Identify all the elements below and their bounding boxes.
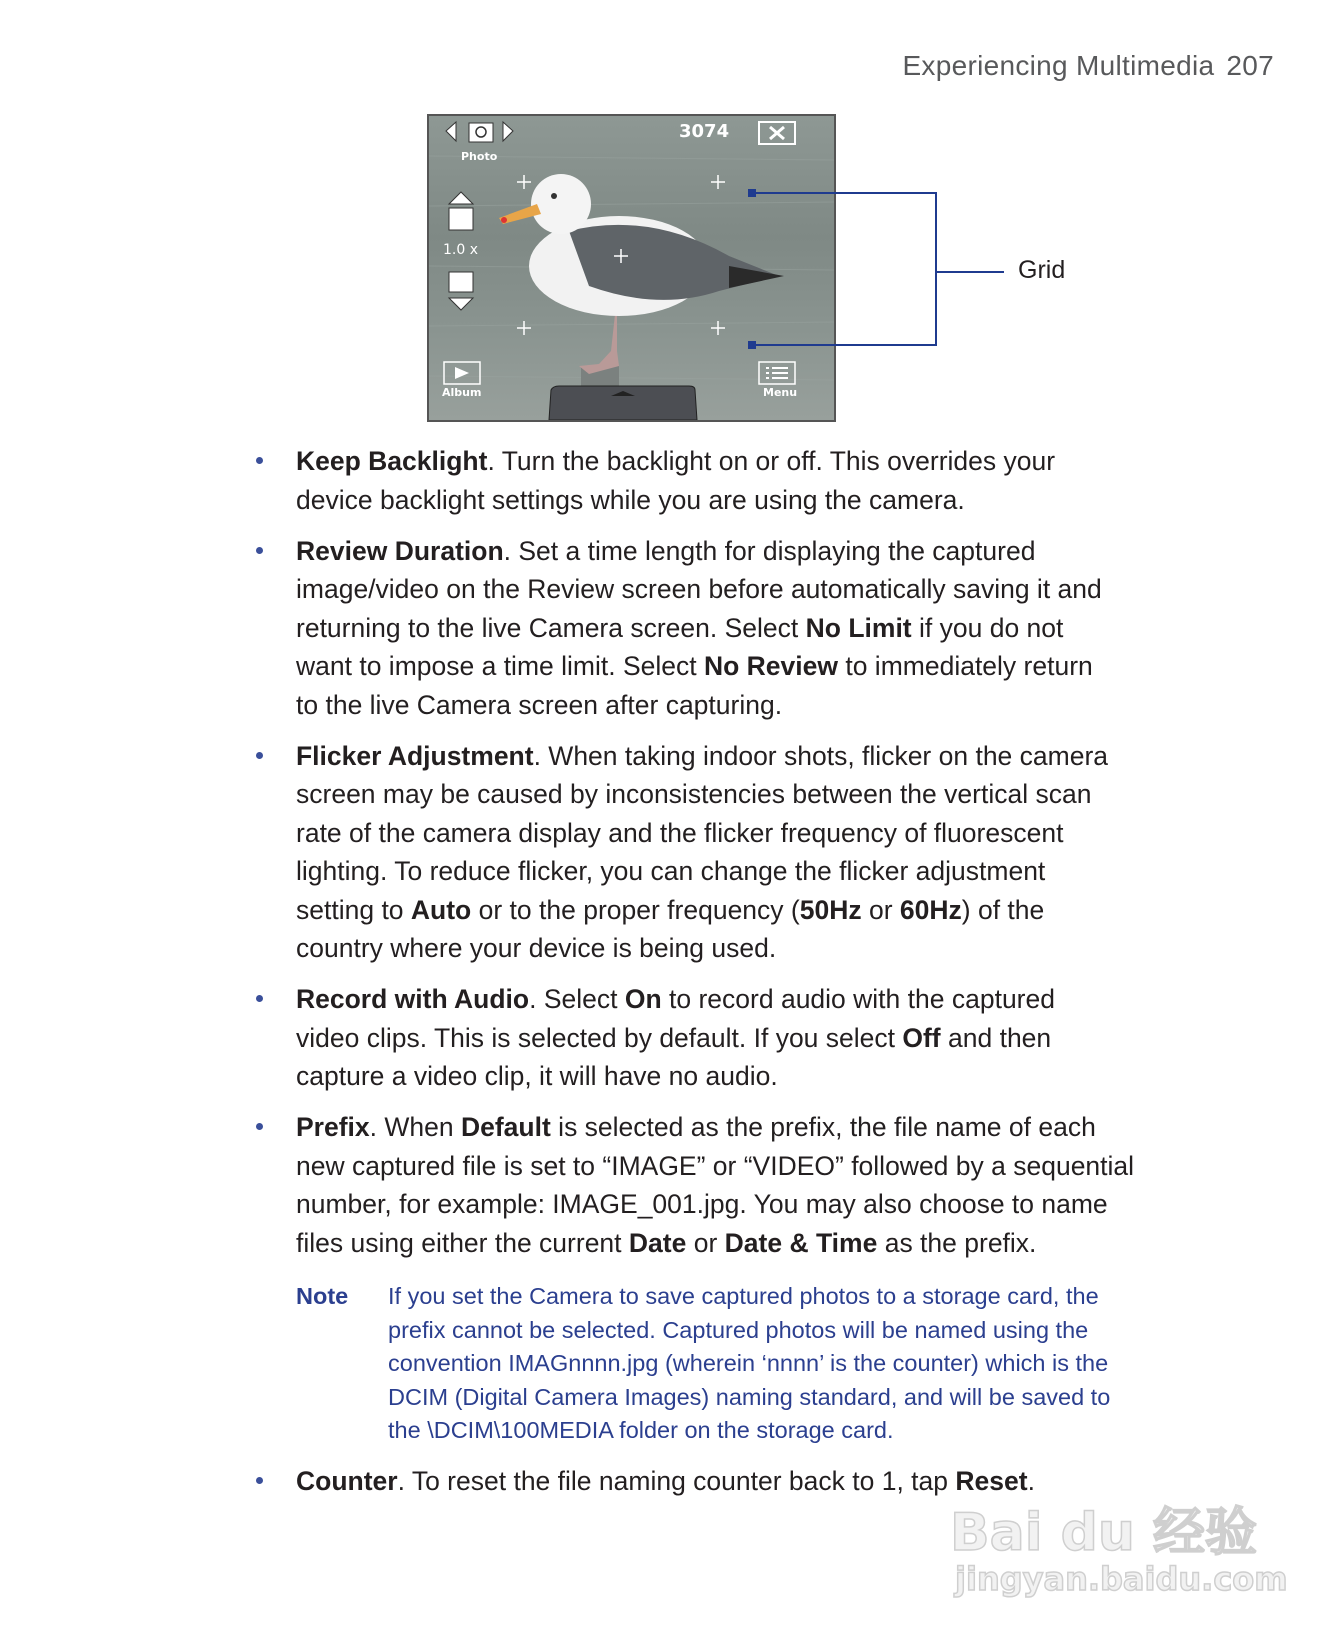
text-run: or — [686, 1227, 725, 1258]
text-line — [296, 1224, 1306, 1263]
text-line — [296, 1185, 1306, 1224]
text-line — [296, 814, 1306, 853]
bold-term: 50Hz — [799, 894, 862, 925]
text-run: . When — [369, 1112, 461, 1143]
text-run: capture a video clip, it will have no audio. — [296, 1061, 778, 1092]
text-line — [296, 1108, 1306, 1147]
bullet-item — [256, 980, 1306, 1096]
bullet-item — [256, 532, 1306, 725]
mode-label: Photo — [461, 150, 498, 163]
album-label[interactable]: Album — [442, 386, 482, 399]
baidu-watermark-logo: Bai du 经验 — [950, 1503, 1257, 1563]
text-run: to record audio with the captured — [661, 984, 1055, 1015]
bullet-item — [256, 737, 1306, 968]
note-line: prefix cannot be selected. Captured photos will be named using the — [388, 1316, 1089, 1343]
bullet-dot-icon — [256, 752, 263, 759]
text-line — [296, 737, 1306, 776]
bullet-dot-icon — [256, 457, 263, 464]
bold-term: Auto — [410, 894, 472, 925]
grid-callout-label: Grid — [1018, 256, 1066, 284]
text-run: ) of the — [961, 894, 1045, 925]
bullet-item — [256, 442, 1306, 519]
text-run: . To reset the file naming counter back to 1, tap — [397, 1465, 956, 1496]
bold-term: Flicker Adjustment — [296, 740, 534, 771]
bold-term: Counter — [296, 1465, 398, 1496]
text-line — [296, 891, 1306, 930]
text-line — [296, 852, 1306, 891]
text-line — [296, 647, 1306, 686]
text-run: . Set a time length for displaying the captured — [503, 535, 1036, 566]
text-line — [296, 532, 1306, 571]
baidu-watermark-url: jingyan.baidu.com — [955, 1560, 1288, 1598]
text-run: lighting. To reduce flicker, you can change the flicker adjustment — [296, 856, 1046, 887]
note-line: If you set the Camera to save captured photos to a storage card, the — [388, 1283, 1099, 1310]
text-run: is selected as the prefix, the file name of each — [550, 1112, 1096, 1143]
text-run: to immediately return — [837, 651, 1093, 682]
text-run: device backlight settings while you are using the camera. — [296, 484, 965, 515]
shot-counter: 3074 — [679, 121, 730, 142]
bold-term: Default — [460, 1112, 551, 1143]
bold-term: Review Duration — [296, 535, 504, 566]
menu-label[interactable]: Menu — [763, 386, 798, 399]
text-line — [296, 980, 1306, 1019]
bullet-item — [256, 1108, 1306, 1262]
note-label: Note — [296, 1283, 349, 1310]
text-run: country where your device is being used. — [296, 933, 777, 964]
text-line — [296, 1019, 1306, 1058]
text-run: . When taking indoor shots, flicker on the camera — [533, 740, 1109, 771]
text-run: number, for example: IMAGE_001.jpg. You may also choose to name — [296, 1189, 1108, 1220]
text-run: . — [1027, 1465, 1035, 1496]
text-run: want to impose a time limit. Select — [296, 651, 704, 682]
text-run: and then — [940, 1022, 1052, 1053]
grid-callout-lines — [0, 0, 1338, 500]
text-line — [296, 686, 1306, 725]
text-line — [296, 929, 1306, 968]
bold-term: On — [624, 984, 662, 1015]
note-line: convention IMAGnnnn.jpg (wherein ‘nnnn’ is the counter) which is the — [388, 1350, 1109, 1377]
text-line — [296, 570, 1306, 609]
bold-term: Record with Audio — [296, 984, 530, 1015]
text-line — [296, 481, 1306, 520]
text-run: rate of the camera display and the flicker frequency of fluorescent — [296, 817, 1064, 848]
bold-term: No Review — [703, 651, 838, 682]
text-run: or to the proper frequency ( — [471, 894, 800, 925]
text-line — [296, 1057, 1306, 1096]
text-run: . Turn the backlight on or off. This overrides your — [487, 446, 1056, 476]
bullet-dot-icon — [256, 547, 263, 554]
bold-term: No Limit — [805, 612, 912, 643]
bold-term: Keep Backlight — [296, 446, 488, 476]
text-run: . Select — [529, 984, 625, 1015]
zoom-level: 1.0 x — [443, 242, 478, 258]
text-run: if you do not — [911, 612, 1064, 643]
text-line — [296, 1147, 1306, 1186]
text-run: returning to the live Camera screen. Select — [296, 612, 806, 643]
note-line: DCIM (Digital Camera Images) naming standard, and will be saved to — [388, 1383, 1111, 1410]
text-line — [296, 775, 1306, 814]
bold-term: Reset — [955, 1465, 1028, 1496]
text-run: as the prefix. — [877, 1227, 1037, 1258]
bold-term: Off — [902, 1022, 941, 1053]
bullet-dot-icon — [256, 1477, 263, 1484]
bullet-dot-icon — [256, 1123, 263, 1130]
text-run: files using either the current — [296, 1227, 629, 1258]
section-title: Experiencing Multimedia — [902, 50, 1215, 81]
text-line — [296, 609, 1306, 648]
bold-term: Date & Time — [724, 1227, 878, 1258]
page-number: 207 — [1226, 50, 1274, 81]
text-run: screen may be caused by inconsistencies between the vertical scan — [296, 779, 1092, 810]
bullet-dot-icon — [256, 995, 263, 1002]
text-run: image/video on the Review screen before automatically saving it and — [296, 574, 1102, 605]
body-text — [256, 442, 1306, 1513]
note-line: the \DCIM\100MEDIA folder on the storage card. — [388, 1417, 894, 1444]
bold-term: Date — [628, 1227, 687, 1258]
bold-term: Prefix — [296, 1112, 370, 1143]
text-run: new captured file is set to “IMAGE” or “VIDEO” followed by a sequential — [296, 1150, 1135, 1181]
text-run: video clips. This is selected by default. If you select — [296, 1022, 903, 1053]
bold-term: 60Hz — [899, 894, 962, 925]
text-run: to the live Camera screen after capturing. — [296, 689, 783, 720]
note-box — [296, 1280, 1306, 1448]
text-run: setting to — [296, 894, 411, 925]
text-line — [296, 442, 1306, 481]
text-run: or — [861, 894, 900, 925]
